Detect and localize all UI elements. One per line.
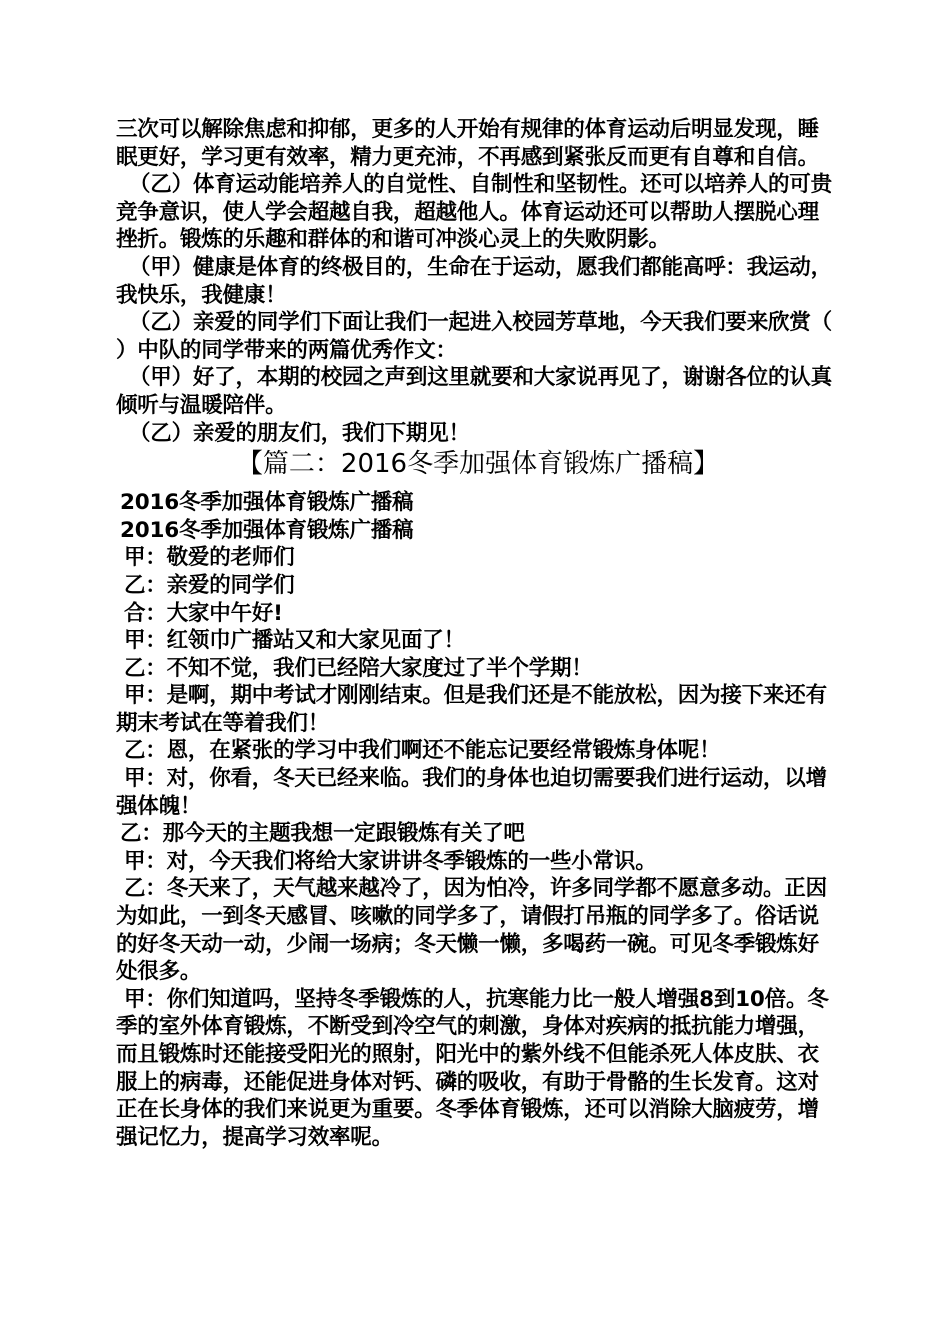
line-yi-half-term: 乙：不知不觉，我们已经陪大家度过了半个学期！ (124, 655, 593, 681)
line-yi-topic: 乙：那今天的主题我想一定跟锻炼有关了吧 (120, 821, 525, 847)
broadcast-title-1: 2016冬季加强体育锻炼广播稿 (120, 490, 414, 516)
line-jia-winter: 甲：对，你看，冬天已经来临。我们的身体也迫切需要我们进行运动，以增强体魄！ (116, 766, 827, 819)
line-jia-teachers: 甲：敬爱的老师们 (124, 545, 295, 571)
paragraph-yi-character: （乙）体育运动能培养人的自觉性、自制性和坚韧性。还可以培养人的可贵竞争意识，使人学会超越自我，超越他人。体育运动还可以帮助人摆脱心理挫折。锻炼的乐趣和群体的和谐可冲淡心灵上的失败阴影。 (116, 172, 832, 253)
section-heading: 【篇二：2016冬季加强体育锻炼广播稿】 (236, 449, 720, 480)
line-jia-tips: 甲：对，今天我们将给大家讲讲冬季锻炼的一些小常识。 (124, 848, 657, 874)
line-he-greeting: 合：大家中午好! (124, 600, 283, 626)
paragraph-jia-goodbye: （甲）好了，本期的校园之声到这里就要和大家说再见了，谢谢各位的认真倾听与温暖陪伴。 (116, 365, 832, 418)
line-yi-exercise: 乙：恩，在紧张的学习中我们啊还不能忘记要经常锻炼身体呢！ (124, 738, 721, 764)
paragraph-jia-health: （甲）健康是体育的终极目的，生命在于运动，愿我们都能高呼：我运动，我快乐，我健康！ (116, 254, 832, 308)
line-yi-students: 乙：亲爱的同学们 (124, 572, 295, 598)
broadcast-title-2: 2016冬季加强体育锻炼广播稿 (120, 517, 414, 543)
paragraph-yi-essays: （乙）亲爱的同学们下面让我们一起进入校园芳草地，今天我们要来欣赏（ ）中队的同学带来的两篇优秀作文： (116, 310, 832, 363)
line-yi-cold: 乙：冬天来了，天气越来越冷了，因为怕冷，许多同学都不愿意多动。正因为如此，一到冬天感冒、咳嗽的同学多了，请假打吊瓶的同学多了。俗话说的好冬天动一动，少闹一场病；冬天懒一懒，多喝药一碗。可见冬季锻炼好处很多。 (116, 876, 827, 985)
line-jia-station: 甲：红领巾广播站又和大家见面了！ (124, 628, 465, 654)
document-page (116, 116, 840, 1151)
paragraph-benefits-mood: 三次可以解除焦虑和抑郁，更多的人开始有规律的体育运动后明显发现，睡眠更好，学习更有效率，精力更充沛，不再感到紧张反而更有自尊和自信。 (116, 117, 819, 170)
line-jia-benefits: 甲：你们知道吗，坚持冬季锻炼的人，抗寒能力比一般人增强8到10倍。冬季的室外体育锻炼，不断受到冷空气的刺激，身体对疾病的抵抗能力增强，而且锻炼时还能接受阳光的照射，阳光中的紫外线不但能杀死人体皮肤、衣服上的病毒，还能促进身体对钙、磷的吸收，有助于骨骼的生长发育。这对正在长身体的我们来说更为重要。冬季体育锻炼，还可以消除大脑疲劳，增强记忆力，提高学习效率呢。 (116, 986, 829, 1150)
line-jia-exams: 甲：是啊，期中考试才刚刚结束。但是我们还是不能放松，因为接下来还有期末考试在等着我们！ (116, 683, 827, 736)
paragraph-yi-see-you: （乙）亲爱的朋友们，我们下期见！ (129, 420, 470, 446)
